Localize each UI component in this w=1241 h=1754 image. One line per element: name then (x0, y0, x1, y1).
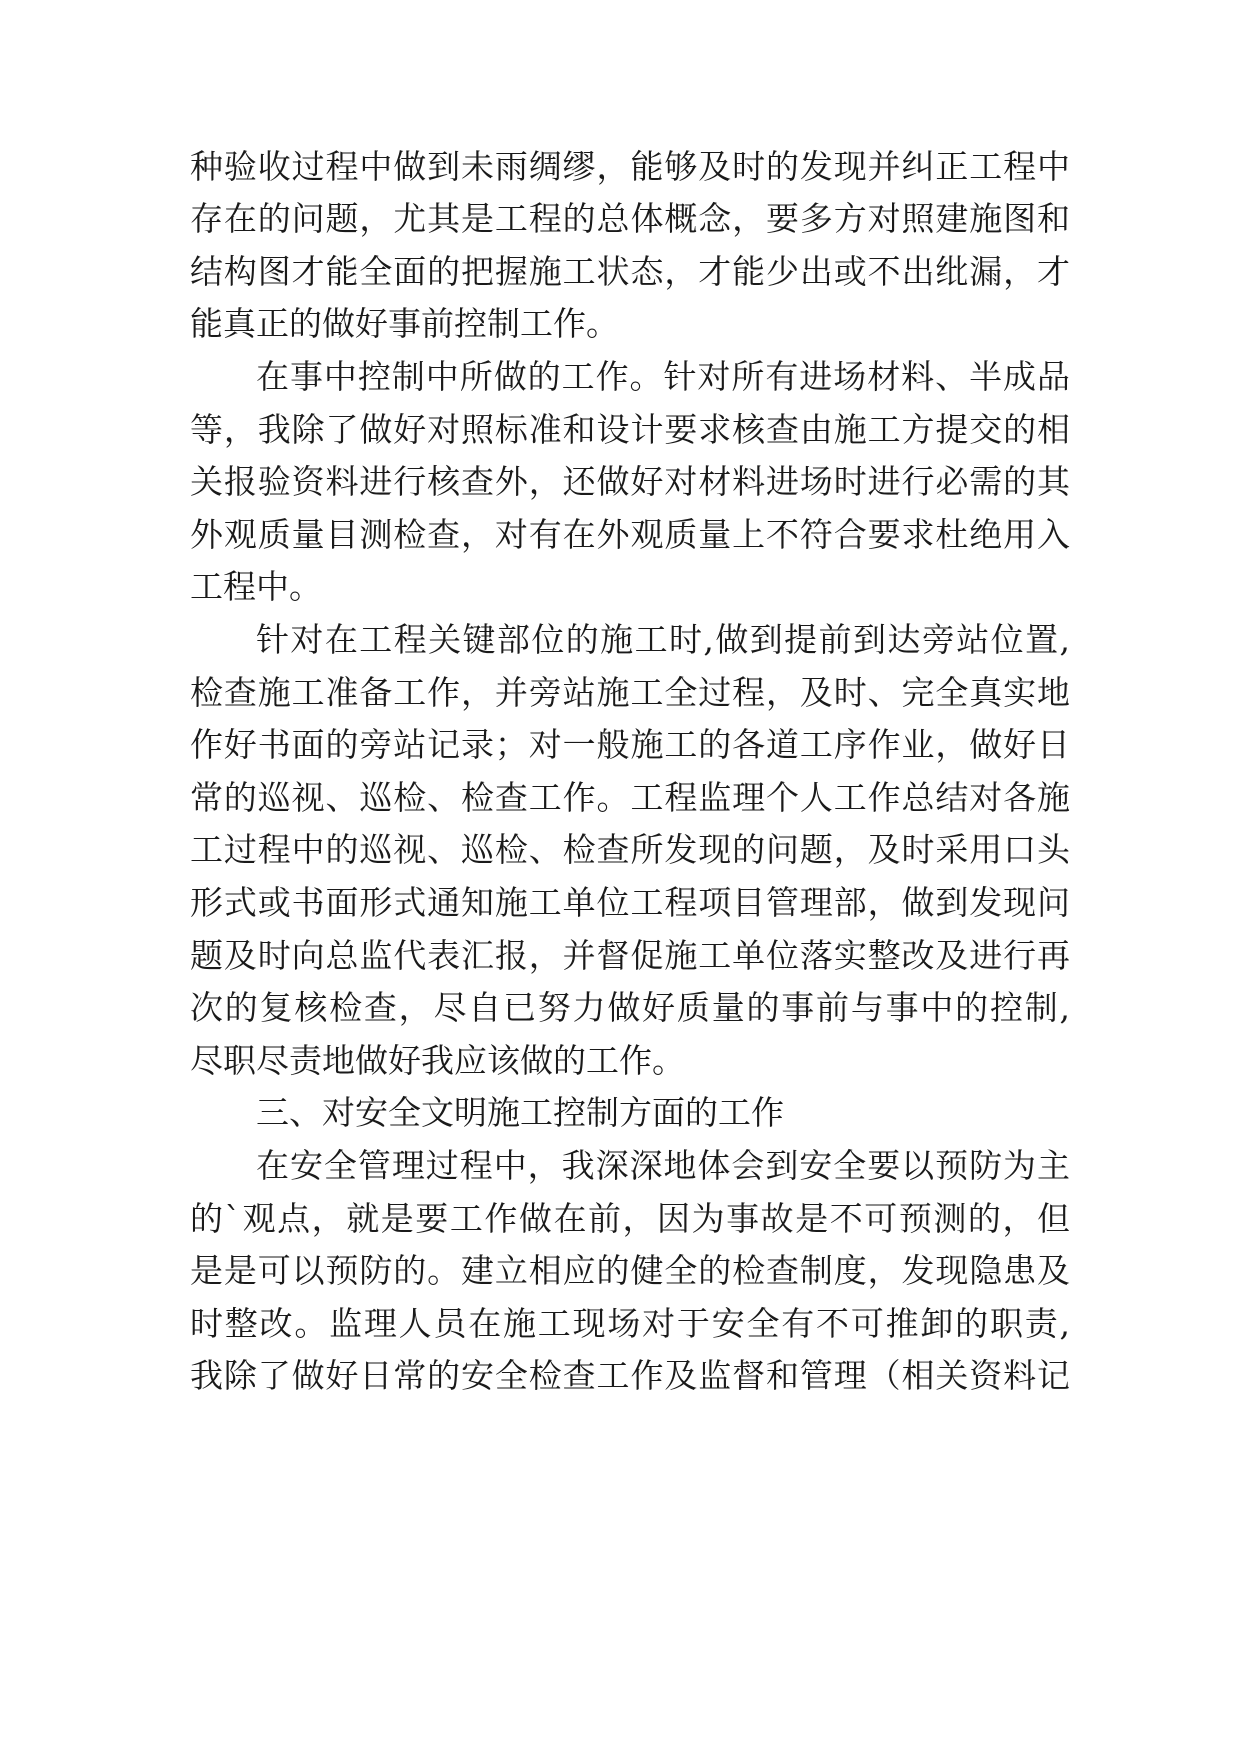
paragraph-first-line: 在安全管理过程中，我深深地体会到安全要以预防为主 (256, 1146, 1070, 1185)
text-line: 种验收过程中做到未雨绸缪，能够及时的发现并纠正工程中 (190, 147, 1070, 186)
text-line: 时整改。监理人员在施工现场对于安全有不可推卸的职责, (190, 1304, 1070, 1343)
text-line: 作好书面的旁站记录；对一般施工的各道工序作业，做好日 (190, 725, 1070, 764)
text-line: 常的巡视、巡检、检查工作。工程监理个人工作总结对各施 (190, 778, 1070, 817)
section-heading: 三、对安全文明施工控制方面的工作 (256, 1093, 784, 1132)
text-line: 存在的问题，尤其是工程的总体概念，要多方对照建施图和 (190, 199, 1070, 238)
text-line: 外观质量目测检查，对有在外观质量上不符合要求杜绝用入 (190, 515, 1070, 554)
text-line: 是是可以预防的。建立相应的健全的检查制度，发现隐患及 (190, 1251, 1070, 1290)
text-line: 关报验资料进行核查外，还做好对材料进场时进行必需的其 (190, 462, 1070, 501)
text-line: 尽职尽责地做好我应该做的工作。 (190, 1041, 685, 1080)
text-line: 题及时向总监代表汇报，并督促施工单位落实整改及进行再 (190, 936, 1070, 975)
text-line: 形式或书面形式通知施工单位工程项目管理部，做到发现问 (190, 883, 1070, 922)
text-line: 的`观点，就是要工作做在前，因为事故是不可预测的，但 (190, 1199, 1070, 1238)
paragraph-first-line: 在事中控制中所做的工作。针对所有进场材料、半成品 (256, 357, 1070, 396)
text-line: 工程中。 (190, 567, 322, 606)
text-line: 能真正的做好事前控制工作。 (190, 304, 619, 343)
text-line: 结构图才能全面的把握施工状态，才能少出或不出纰漏，才 (190, 252, 1070, 291)
text-line: 次的复核检查，尽自已努力做好质量的事前与事中的控制, (190, 988, 1070, 1027)
text-line: 我除了做好日常的安全检查工作及监督和管理（相关资料记 (190, 1356, 1070, 1395)
text-line: 等，我除了做好对照标准和设计要求核查由施工方提交的相 (190, 410, 1070, 449)
text-line: 检查施工准备工作，并旁站施工全过程，及时、完全真实地 (190, 673, 1070, 712)
paragraph-first-line: 针对在工程关键部位的施工时,做到提前到达旁站位置, (256, 620, 1070, 659)
text-line: 工过程中的巡视、巡检、检查所发现的问题，及时采用口头 (190, 830, 1070, 869)
